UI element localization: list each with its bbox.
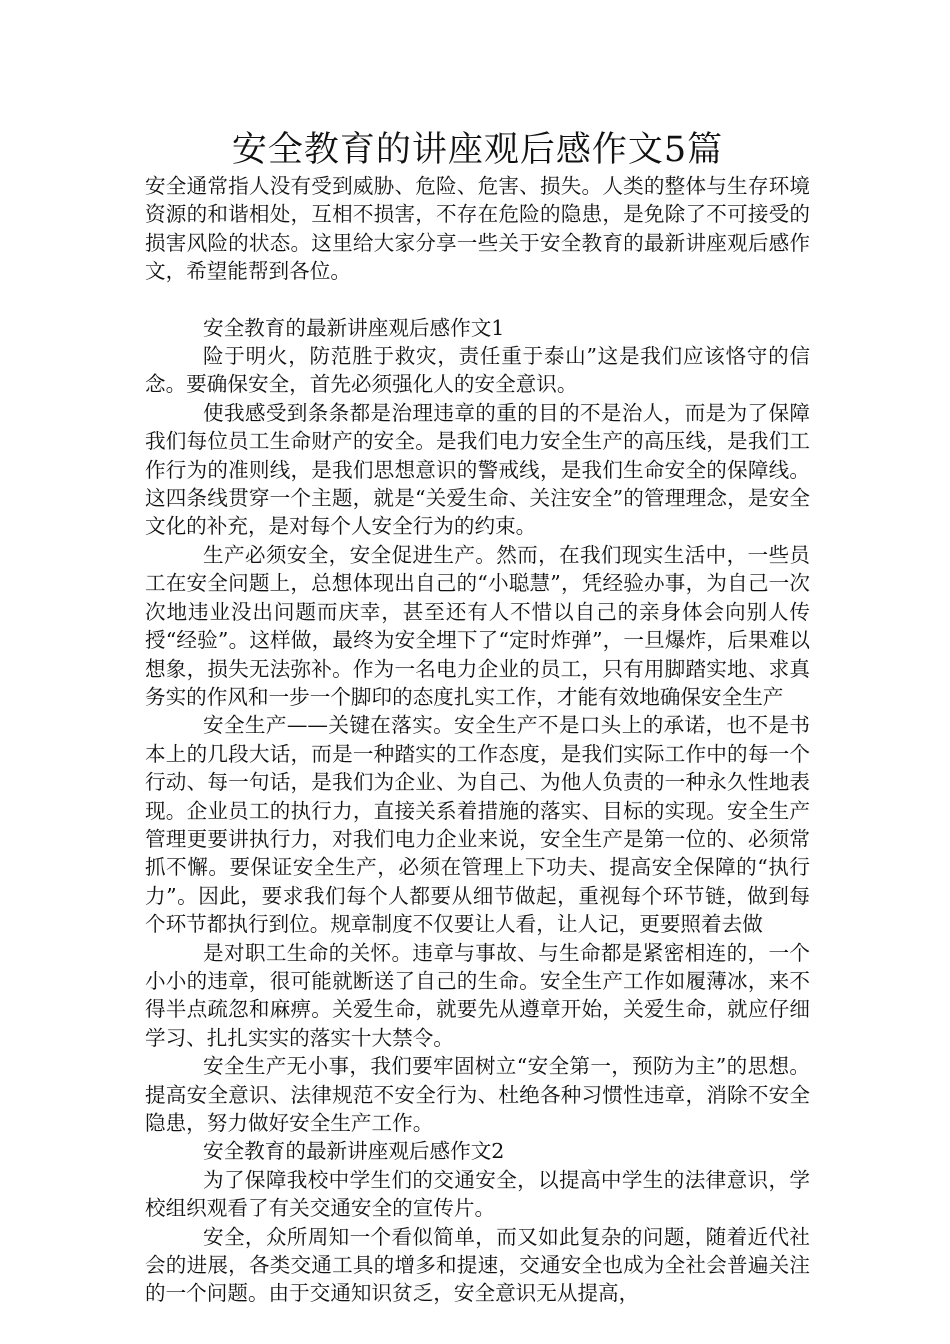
document-page	[145, 128, 810, 1308]
document-title: 安全教育的讲座观后感作文5篇	[231, 130, 724, 170]
intro-paragraph: 安全通常指人没有受到威胁、危险、危害、损失。人类的整体与生存环境资源的和谐相处，互相不损害，不存在危险的隐患，是免除了不可接受的损害风险的状态。这里给大家分享一些关于安全教育的最新讲座观后感作文，希望能帮到各位。	[145, 174, 810, 284]
section-heading-2: 安全教育的最新讲座观后感作文2	[203, 1139, 505, 1164]
body-paragraph-6: 安全生产无小事，我们要牢固树立“安全第一，预防为主”的思想。提高安全意识、法律规范不安全行为、杜绝各种习惯性违章，消除不安全隐患，努力做好安全生产工作。	[145, 1054, 810, 1135]
body-paragraph-2: 使我感受到条条都是治理违章的重的目的不是治人，而是为了保障我们每位员工生命财产的安全。是我们电力安全生产的高压线，是我们工作行为的准则线，是我们思想意识的警戒线，是我们生命安全的保障线。这四条线贯穿一个主题，就是“关爱生命、关注安全”的管理理念，是安全文化的补充，是对每个人安全行为的约束。	[145, 400, 810, 539]
body-paragraph-1: 险于明火，防范胜于救灾，责任重于泰山”这是我们应该恪守的信念。要确保安全，首先必须强化人的安全意识。	[145, 344, 810, 397]
section-heading-1: 安全教育的最新讲座观后感作文1	[203, 315, 505, 340]
body-paragraph-4: 安全生产——关键在落实。安全生产不是口头上的承诺，也不是书本上的几段大话，而是一种踏实的工作态度，是我们实际工作中的每一个行动、每一句话，是我们为企业、为自己、为他人负责的一种永久性地表现。企业员工的执行力，直接关系着措施的落实、目标的实现。安全生产管理更要讲执行力，对我们电力企业来说，安全生产是第一位的、必须常抓不懈。要保证安全生产，必须在管理上下功夫、提高安全保障的“执行力”。因此，要求我们每个人都要从细节做起，重视每个环节链，做到每个环节都执行到位。规章制度不仅要让人看，让人记，更要照着去做	[145, 713, 810, 937]
body-paragraph-3: 生产必须安全，安全促进生产。然而，在我们现实生活中，一些员工在安全问题上，总想体现出自己的“小聪慧”，凭经验办事，为自己一次次地违业没出问题而庆幸，甚至还有人不惜以自己的亲身体会向别人传授“经验”。这样做，最终为安全埋下了“定时炸弹”，一旦爆炸，后果难以想象，损失无法弥补。作为一名电力企业的员工，只有用脚踏实地、求真务实的作风和一步一个脚印的态度扎实工作，才能有效地确保安全生产	[145, 542, 810, 709]
body-paragraph-5: 是对职工生命的关怀。违章与事故、与生命都是紧密相连的，一个小小的违章，很可能就断送了自己的生命。安全生产工作如履薄冰，来不得半点疏忽和麻痹。关爱生命，就要先从遵章开始，关爱生命，就应仔细学习、扎扎实实的落实十大禁令。	[145, 940, 810, 1050]
paragraph-spacer	[145, 286, 810, 314]
body-paragraph-8: 安全，众所周知一个看似简单，而又如此复杂的问题，随着近代社会的进展，各类交通工具的增多和提速，交通安全也成为全社会普遍关注的一个问题。由于交通知识贫乏，安全意识无从提高，	[145, 1224, 810, 1306]
body-paragraph-7: 为了保障我校中学生们的交通安全，以提高中学生的法律意识，学校组织观看了有关交通安全的宣传片。	[145, 1167, 810, 1221]
